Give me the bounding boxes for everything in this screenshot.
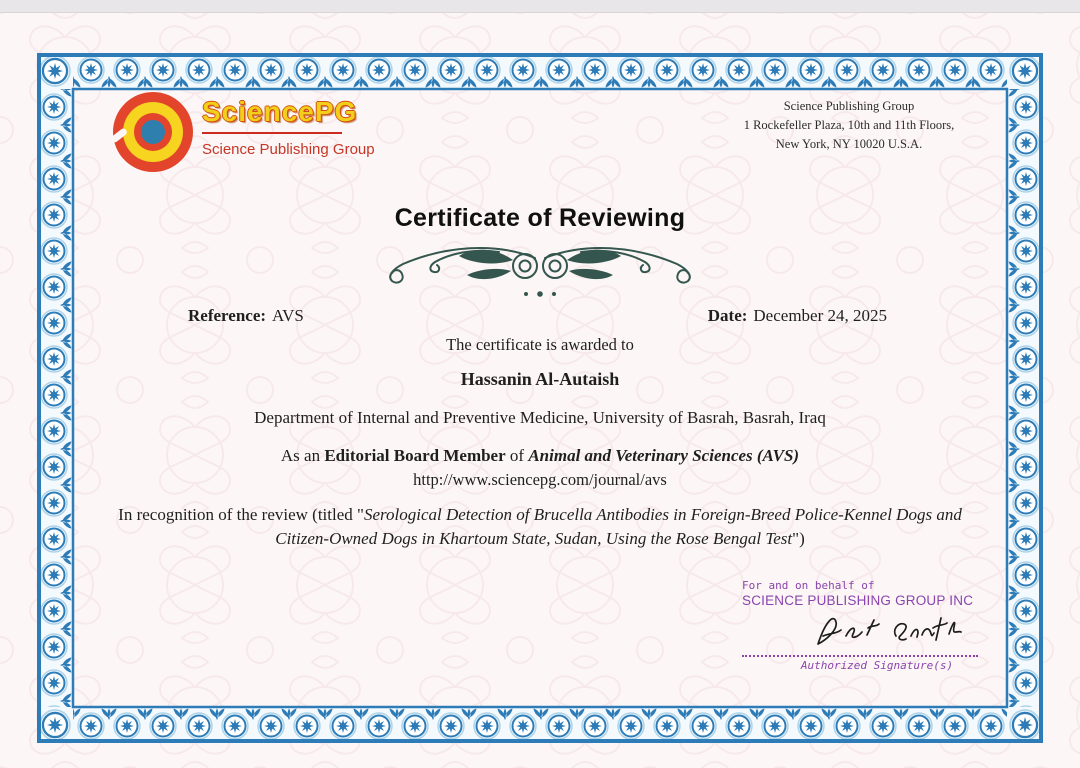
role-prefix: As an <box>280 446 325 465</box>
meta-row <box>188 306 887 326</box>
role-line <box>0 446 1080 466</box>
logo-ring <box>123 102 183 162</box>
signature-block <box>742 579 978 672</box>
on-behalf-text: For and on behalf of <box>742 579 875 592</box>
sciencepg-logo-icon <box>113 92 193 172</box>
journal-url: http://www.sciencepg.com/journal/avs <box>413 470 667 489</box>
recognition-paragraph <box>100 503 980 550</box>
date-value: December 24, 2025 <box>753 306 887 325</box>
address-line: Science Publishing Group <box>783 99 915 113</box>
reference-label: Reference: <box>188 306 267 325</box>
award-line: The certificate is awarded to <box>446 335 634 354</box>
role-middle: of <box>505 446 529 465</box>
reference-field <box>188 306 304 326</box>
logo-text-block <box>202 96 375 158</box>
brand-name: SciencePG <box>202 96 358 127</box>
date-field <box>708 306 887 326</box>
authorized-signature-caption: Authorized Signature(s) <box>800 659 954 672</box>
date-label: Date: <box>707 306 748 325</box>
handwritten-signature <box>810 610 966 654</box>
recipient-name: Hassanin Al-Autaish <box>460 369 620 389</box>
recognition-prefix: In recognition of the review (titled " <box>118 505 364 524</box>
publisher-address <box>724 97 974 154</box>
organization-name: SCIENCE PUBLISHING GROUP INC <box>742 593 974 608</box>
signature-rule <box>742 655 978 657</box>
logo-ring <box>134 113 172 151</box>
role-title: Editorial Board Member <box>324 446 506 465</box>
address-line: 1 Rockefeller Plaza, 10th and 11th Floors, <box>743 118 955 132</box>
address-line: New York, NY 10020 U.S.A. <box>775 137 923 151</box>
recipient-affiliation: Department of Internal and Preventive Medicine, University of Basrah, Basrah, Iraq <box>254 408 826 427</box>
recognition-suffix: ") <box>792 528 805 548</box>
brand-divider <box>202 132 342 134</box>
logo-core <box>141 120 165 144</box>
brand-tagline: Science Publishing Group <box>202 141 375 158</box>
review-title: Serological Detection of Brucella Antibodies in Foreign-Breed Police-Kennel Dogs and Citizen-Owned Dogs in Khartoum State, Sudan, Using the Rose Bengal Test <box>275 505 962 548</box>
title-flourish-ornament <box>375 238 705 300</box>
journal-name: Animal and Veterinary Sciences (AVS) <box>528 446 800 465</box>
reference-value: AVS <box>272 306 304 325</box>
certificate-title: Certificate of Reviewing <box>394 204 686 232</box>
